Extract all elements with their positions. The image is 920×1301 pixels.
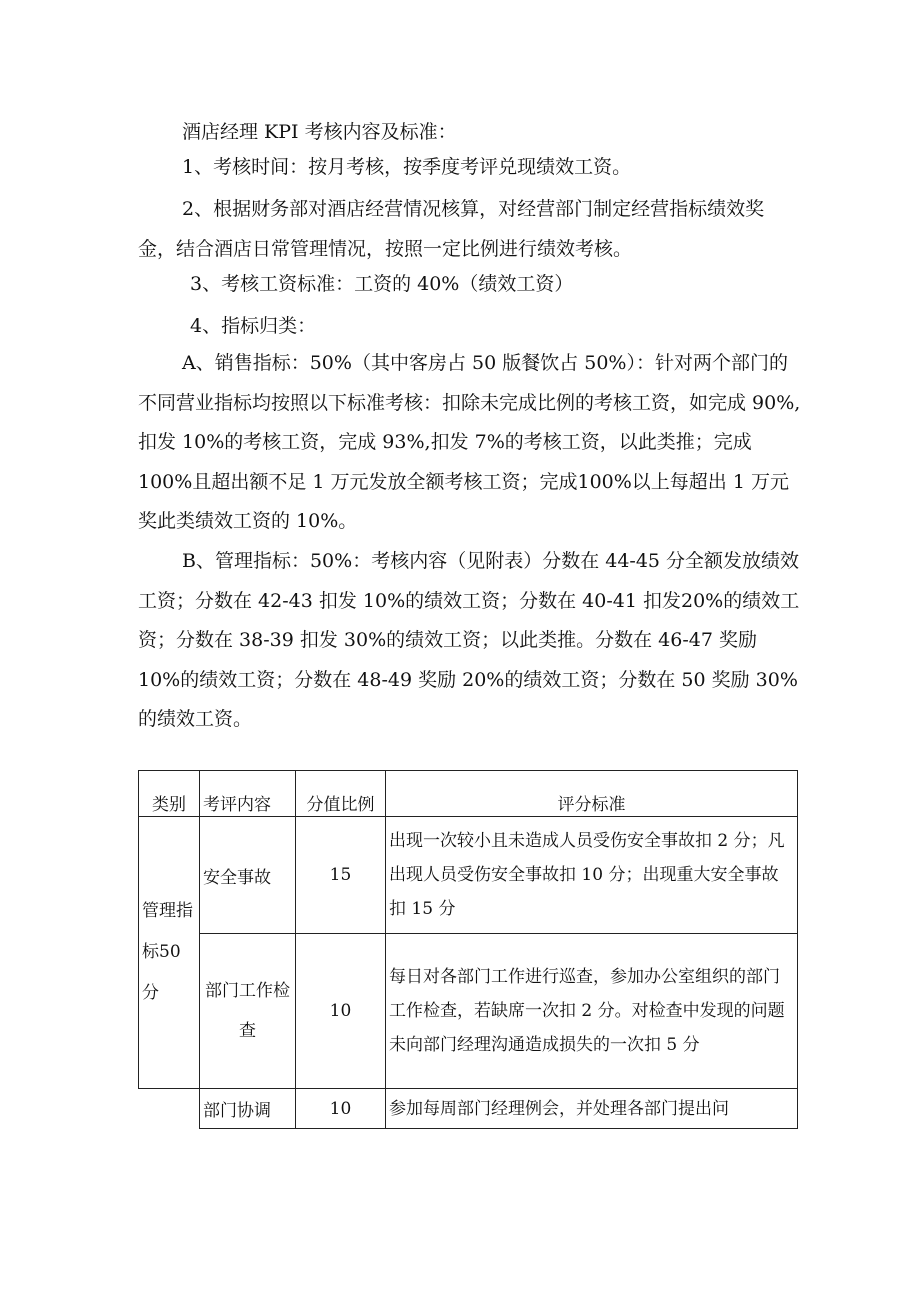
scoring-table	[138, 770, 798, 1129]
score-cell: 10	[296, 934, 386, 1089]
item-cell: 安全事故	[200, 817, 296, 934]
header-score-ratio: 分值比例	[296, 771, 386, 817]
header-criteria: 评分标准	[386, 771, 798, 817]
criteria-cell: 出现一次较小且未造成人员受伤安全事故扣 2 分；凡出现人员受伤安全事故扣 10 分；出现重大安全事故扣 15 分	[386, 817, 798, 934]
table-row	[139, 817, 798, 934]
header-category: 类别	[139, 771, 200, 817]
score-cell: 10	[296, 1089, 386, 1129]
paragraph-indicator-classification: 4、指标归类：	[190, 315, 317, 337]
item-cell: 部门工作检查	[200, 934, 296, 1089]
criteria-cell: 参加每周部门经理例会，并处理各部门提出问	[386, 1089, 798, 1129]
table-row	[139, 1089, 798, 1129]
paragraph-sales-indicator: A、销售指标：50%（其中客房占 50 版餐饮占 50%）：针对两个部门的不同营业指标均按照以下标准考核：扣除未完成比例的考核工资，如完成 90%,扣发 10%的考核工资，完成 93%,扣发 7%的考核工资，以此类推；完成 100%且超出额不足 1 万元发放全额考核工资；完成100%以上每超出 1 万元奖此类绩效工资的 10%。	[138, 352, 801, 532]
item-cell: 部门协调	[200, 1089, 296, 1129]
category-cell: 管理指标50分	[139, 817, 200, 1089]
document-title: 酒店经理 KPI 考核内容及标准：	[182, 121, 457, 143]
paragraph-finance-basis: 2、根据财务部对酒店经营情况核算，对经营部门制定经营指标绩效奖金，结合酒店日常管理情况，按照一定比例进行绩效考核。	[138, 198, 765, 260]
criteria-cell: 每日对各部门工作进行巡查，参加办公室组织的部门工作检查，若缺席一次扣 2 分。对检查中发现的问题未向部门经理沟通造成损失的一次扣 5 分	[386, 934, 798, 1089]
category-cell-empty	[139, 1089, 200, 1129]
table-row	[139, 934, 798, 1089]
header-content: 考评内容	[200, 771, 296, 817]
paragraph-salary-standard: 3、考核工资标准：工资的 40%（绩效工资）	[190, 273, 574, 295]
paragraph-assessment-time: 1、考核时间：按月考核，按季度考评兑现绩效工资。	[182, 156, 632, 178]
score-cell: 15	[296, 817, 386, 934]
table-header-row	[139, 771, 798, 817]
paragraph-management-indicator: B、管理指标：50%：考核内容（见附表）分数在 44-45 分全额发放绩效工资；分数在 42-43 扣发 10%的绩效工资；分数在 40-41 扣发20%的绩效工资；分数在 38-39 扣发 30%的绩效工资；以此类推。分数在 46-47 奖励 10%的绩效工资；分数在 48-49 奖励 20%的绩效工资；分数在 50 奖励 30%的绩效工资。	[138, 550, 800, 730]
